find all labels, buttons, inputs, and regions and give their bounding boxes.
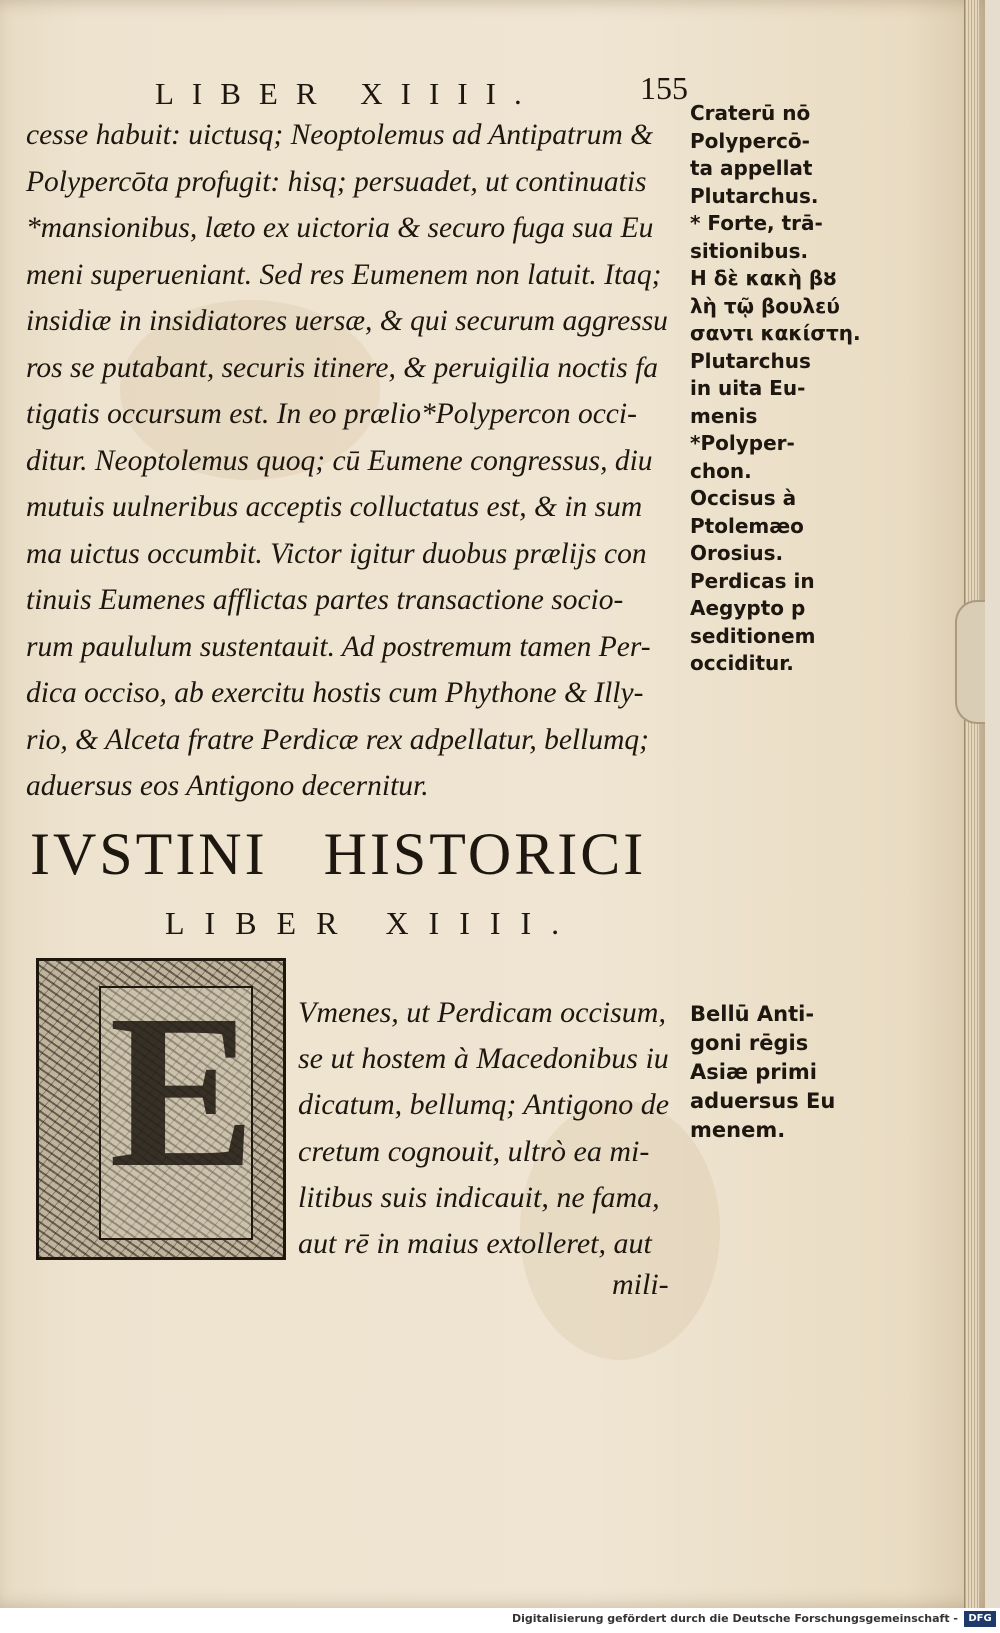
text-line: mutuis uulneribus acceptis colluctatus est, & in sum <box>26 491 643 523</box>
text-line: ditur. Neoptolemus quoq; cū Eumene congressus, diu <box>26 444 653 477</box>
margin-note-line: Orosius. <box>690 541 784 565</box>
text-line: Polypercōta profugit: hisq; persuadet, ut continuatis <box>26 165 647 198</box>
text-line: meni superueniant. Sed res Eumenem non latuit. Itaq; <box>26 258 662 291</box>
text-line: dicatum, bellumq; Antigono de <box>298 1088 670 1122</box>
running-head: LIBER XIIII. <box>155 76 540 111</box>
text-line: tigatis occursum est. In eo prælio*Polypercon occi- <box>26 398 637 430</box>
text-line: litibus suis indicauit, ne fama, <box>298 1180 660 1214</box>
margin-note-line: aduersus Eu <box>690 1089 836 1113</box>
catchword: mili- <box>612 1268 669 1301</box>
margin-note-line: Perdicas in <box>690 568 815 593</box>
margin-note-line: occiditur. <box>690 651 794 675</box>
margin-note-line: menem. <box>690 1118 786 1142</box>
text-line: rio, & Alceta fratre Perdicæ rex adpellatur, bellumq; <box>26 723 649 756</box>
body-text-block <box>26 112 690 810</box>
text-line: aut rē in maius extolleret, aut <box>298 1226 652 1260</box>
margin-note-line: Η δὲ κακὴ βȣ <box>690 266 837 290</box>
margin-note-line: Craterū nō <box>690 101 811 125</box>
margin-note-line: Plutarchus. <box>690 183 819 208</box>
margin-note-line: ta appellat <box>690 156 813 180</box>
margin-note-line: * Forte, trā- <box>690 211 823 235</box>
margin-note-line: in uita Eu- <box>690 376 806 400</box>
text-line: insidiæ in insidiatores uersæ, & qui securum aggressu <box>26 305 668 337</box>
book-clasp <box>955 600 985 724</box>
margin-note-line: seditionem <box>690 623 816 648</box>
margin-note-line: Bellū Anti- <box>690 1002 815 1026</box>
text-line: ma uictus occumbit. Victor igitur duobus prælijs con <box>26 537 647 570</box>
text-line: cretum cognouit, ultrò ea mi- <box>298 1134 650 1168</box>
text-line: se ut hostem à Macedonibus iu <box>298 1042 669 1076</box>
marginal-notes-top <box>690 100 870 678</box>
decorated-initial-woodcut <box>36 958 286 1260</box>
text-line: tinuis Eumenes afflictas partes transactione socio- <box>26 584 624 616</box>
margin-note-line: chon. <box>690 458 752 483</box>
text-line: ros se putabant, securis itinere, & peruigilia noctis fa <box>26 351 659 384</box>
marginal-notes-bottom <box>690 1000 870 1145</box>
footer-bar <box>0 1608 1000 1633</box>
margin-note-line: Asiæ primi <box>690 1060 817 1084</box>
margin-note-line: menis <box>690 403 758 428</box>
text-line: dica occiso, ab exercitu hostis cum Phythone & Illy- <box>26 677 644 709</box>
book-title: LIBER XIIII. <box>165 905 580 941</box>
initial-letter: E <box>109 969 256 1213</box>
page-fore-edge <box>964 0 979 1608</box>
margin-note-line: Ptolemæo <box>690 513 804 538</box>
margin-note-line: *Polyper- <box>690 431 795 455</box>
text-line: Vmenes, ut Perdicam occisum, <box>298 996 666 1029</box>
section-heading <box>30 820 646 889</box>
text-line: *mansionibus, læto ex uictoria & securo fuga sua Eu <box>26 212 654 244</box>
margin-note-line: σαντι κακίστη. <box>690 321 861 345</box>
folio-number: 155 <box>640 70 688 106</box>
chapter-text-block <box>298 990 690 1267</box>
margin-note-line: Plutarchus <box>690 348 811 373</box>
text-line: cesse habuit: uictusq; Neoptolemus ad Antipatrum & <box>26 119 654 151</box>
text-line: aduersus eos Antigono decernitur. <box>26 770 429 802</box>
funding-notice: Digitalisierung gefördert durch die Deutsche Forschungsgemeinschaft - <box>511 1612 958 1625</box>
margin-note-line: Aegypto p <box>690 596 806 620</box>
text-line: rum paululum sustentauit. Ad postremum tamen Per- <box>26 630 651 663</box>
margin-note-line: Occisus à <box>690 486 797 510</box>
heading-word: IVSTINI <box>30 821 268 887</box>
dfg-logo-icon[interactable]: DFG <box>964 1611 996 1627</box>
margin-note-line: goni rēgis <box>690 1031 809 1055</box>
margin-note-line: Polypercō- <box>690 128 810 153</box>
heading-word: HISTORICI <box>323 821 647 887</box>
margin-note-line: sitionibus. <box>690 238 809 263</box>
margin-note-line: λὴ τῷ βουλεύ <box>690 293 840 318</box>
